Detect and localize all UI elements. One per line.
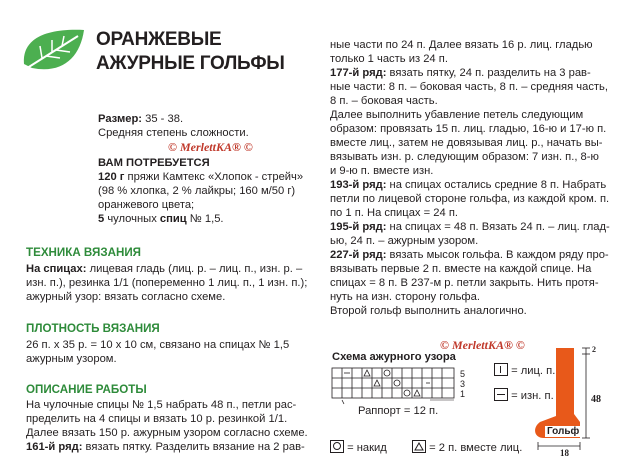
page-title <box>96 28 285 76</box>
technique-line-2: изн. п.), резинка 1/1 (попеременно 1 лиц. п., 1 изн. п.); <box>26 277 308 289</box>
instr-line: Далее выполнить убавление петель следующим <box>330 109 584 121</box>
instr-line: спицах = 8 п. В 237-м р. петли закрыть. Нить протя- <box>330 277 599 289</box>
technique-line-1 <box>26 262 302 276</box>
row-161-text: вязать пятку. Разделить вязание на 2 рав- <box>85 441 305 453</box>
work-line-4 <box>26 440 305 454</box>
materials-line-4 <box>98 212 224 226</box>
row-text: вязать пятку, 24 п. разделить на 3 рав- <box>389 67 591 79</box>
instr-line: вместе лиц., затем не довязывая лиц. р., начать вы- <box>330 137 603 149</box>
instr-line: по 1 п. На спицах = 24 п. <box>330 207 458 219</box>
work-heading: ОПИСАНИЕ РАБОТЫ <box>26 383 147 396</box>
instr-line <box>330 220 610 234</box>
materials-heading: ВАМ ПОТРЕБУЕТСЯ <box>98 157 210 169</box>
dim-bottom: 18 <box>560 448 569 458</box>
k2tog-icon <box>412 440 426 453</box>
legend-yo-text: = накид <box>347 442 387 454</box>
technique-text: лицевая гладь (лиц. р. – лиц. п., изн. р. – <box>89 263 303 275</box>
yarn-name: пряжи Камтекс «Хлопок - стрейч» <box>127 171 304 183</box>
materials-line-2: (98 % хлопка, 2 % лайкры; 160 м/50 г) <box>98 185 296 197</box>
yarn-amount: 120 г <box>98 171 125 183</box>
instr-line <box>330 248 610 262</box>
instr-line: петли по лицевой стороне гольфа, из каждой кром. п. <box>330 193 610 205</box>
instr-line: вязывать изн. р. следующим образом: 7 изн. п., 8-ю <box>330 151 599 163</box>
needles-word: спиц <box>159 213 187 225</box>
legend-yo <box>330 440 387 455</box>
density-line-2: ажурным узором. <box>26 353 117 365</box>
knit-symbol-icon <box>494 363 508 376</box>
technique-line-3: ажурный узор: вязать согласно схеме. <box>26 291 226 303</box>
size-value: 35 - 38. <box>145 113 184 125</box>
row-text: на спицах = 48 п. Вязать 24 п. – лиц. глад- <box>389 221 610 233</box>
size-line <box>98 112 183 126</box>
legend-k2tog <box>412 440 522 455</box>
purl-symbol-icon <box>494 388 508 401</box>
row-number: 3 <box>460 379 466 389</box>
materials-line-3: оранжевого цвета; <box>98 199 195 211</box>
title-line-2: АЖУРНЫЕ ГОЛЬФЫ <box>96 53 285 74</box>
yarn-over-icon <box>330 440 344 453</box>
row-161-label: 161-й ряд: <box>26 441 83 453</box>
row-text: на спицах остались средние 8 п. Набрать <box>389 179 607 191</box>
row-label: 227-й ряд: <box>330 249 387 261</box>
instr-line: нуть на изн. сторону гольфа. <box>330 291 480 303</box>
dim-top: 2 <box>592 345 596 354</box>
difficulty-text: Средняя степень сложности. <box>98 127 249 139</box>
instr-line: ные части: 8 п. – боковая часть, 8 п. – средняя часть, <box>330 81 608 93</box>
needles-size: № 1,5. <box>189 213 224 225</box>
instr-line <box>330 178 610 192</box>
needles-type: чулочных <box>107 213 157 225</box>
density-line-1: 26 п. х 35 р. = 10 х 10 см, связано на спицах № 1,5 <box>26 339 290 351</box>
sock-label: Гольф <box>547 426 580 437</box>
instr-line: и 9-ю п. вместе изн. <box>330 165 434 177</box>
needles-count: 5 <box>98 213 105 225</box>
work-line-3: Далее вязать 150 р. ажурным узором согласно схеме. <box>26 427 308 439</box>
dim-height: 48 <box>591 394 601 405</box>
row-number: 5 <box>460 369 466 379</box>
density-heading: ПЛОТНОСТЬ ВЯЗАНИЯ <box>26 322 160 335</box>
technique-heading: ТЕХНИКА ВЯЗАНИЯ <box>26 246 142 259</box>
materials-line-1 <box>98 170 303 184</box>
instr-line: только 1 часть из 24 п. <box>330 53 448 65</box>
instr-line: 8 п. – боковая часть. <box>330 95 438 107</box>
work-line-2: пределить на 4 спицы и вязать 10 р. резинкой 1/1. <box>26 413 288 425</box>
repeat-label: Раппорт = 12 п. <box>358 405 439 417</box>
size-label: Размер: <box>98 113 143 125</box>
row-number: 1 <box>460 389 466 399</box>
scheme-title: Схема ажурного узора <box>332 351 456 363</box>
legend-purl-text: = изн. п. <box>511 390 554 402</box>
legend-knit-text: = лиц. п. <box>511 365 556 377</box>
right-column <box>330 38 610 318</box>
sock-diagram <box>530 344 614 460</box>
instr-line: ью, 24 п. – ажурным узором. <box>330 235 479 247</box>
row-label: 177-й ряд: <box>330 67 387 79</box>
watermark-2: © MerlettKA® © <box>440 338 525 352</box>
instr-line: ные части по 24 п. Далее вязать 16 р. лиц. гладью <box>330 39 593 51</box>
row-label: 195-й ряд: <box>330 221 387 233</box>
title-line-1: ОРАНЖЕВЫЕ <box>96 29 222 50</box>
legend-k2tog-text: = 2 п. вместе лиц. <box>429 442 523 454</box>
instr-line: образом: провязать 15 п. лиц. гладью, 16-ю и 17-ю п. <box>330 123 607 135</box>
instr-line: Второй гольф выполнить аналогично. <box>330 305 527 317</box>
technique-label: На спицах: <box>26 263 87 275</box>
row-label: 193-й ряд: <box>330 179 387 191</box>
watermark: © MerlettKA® © <box>168 140 253 154</box>
instr-line <box>330 66 610 80</box>
work-line-1: На чулочные спицы № 1,5 набрать 48 п., петли рас- <box>26 399 297 411</box>
leaf-icon <box>18 24 88 76</box>
scheme-grid <box>330 366 490 406</box>
row-text: вязать мысок гольфа. В каждом ряду про- <box>389 249 609 261</box>
instr-line: вязывать первые 2 п. вместе на каждой спице. На <box>330 263 592 275</box>
